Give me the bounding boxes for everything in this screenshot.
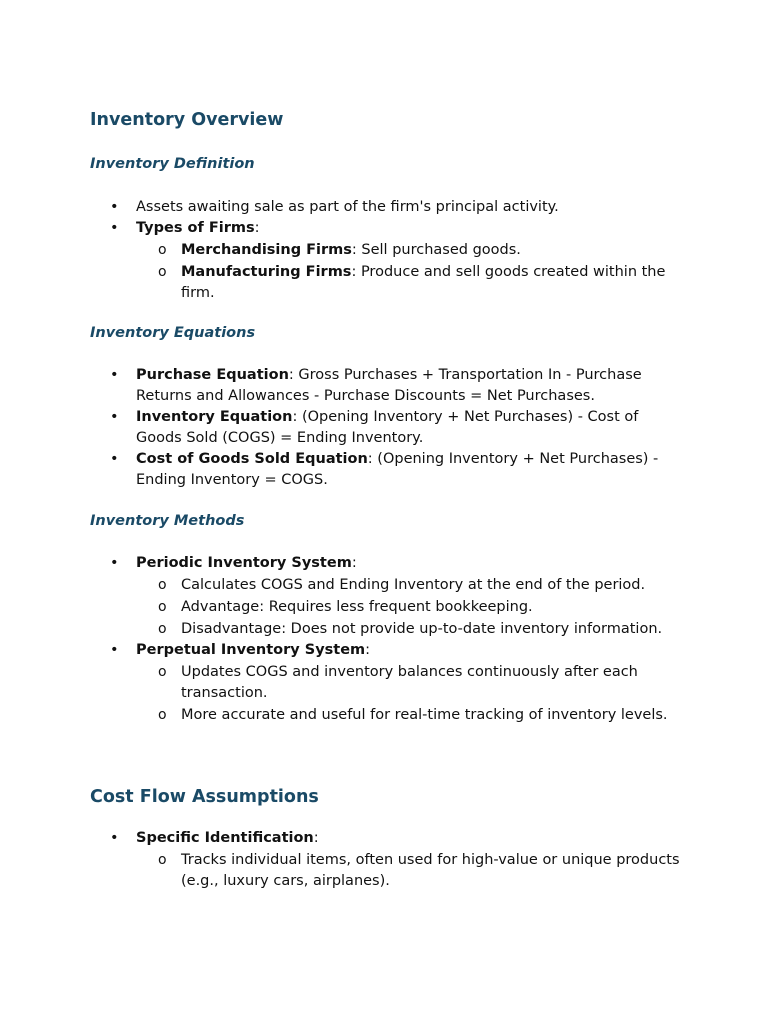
sub-list-item (90, 619, 680, 640)
list-item-term: Inventory Equation (136, 409, 293, 425)
list-item-term: Types of Firms (136, 220, 255, 236)
sub-item-text: More accurate and useful for real-time tracking of inventory levels. (181, 707, 668, 723)
sub-list-item (90, 705, 680, 726)
sub-bullet-glyph: o (158, 599, 167, 615)
sub-list-item (90, 662, 680, 704)
list-item-text: : (365, 642, 371, 658)
sub-bullet-glyph: o (158, 577, 167, 593)
sub-list-item (90, 575, 680, 596)
list-item (90, 197, 680, 218)
sub-list-item (90, 597, 680, 618)
sub-bullet-glyph: o (158, 707, 167, 723)
bullet-glyph: • (110, 367, 119, 383)
list-item-term: Periodic Inventory System (136, 555, 352, 571)
heading-inventory-definition: Inventory Definition (90, 156, 255, 172)
definition-list (90, 197, 680, 304)
sub-bullet-glyph: o (158, 852, 167, 868)
list-item-term: Purchase Equation (136, 367, 289, 383)
equations-list (90, 365, 680, 491)
list-item (90, 640, 680, 661)
list-item (90, 218, 680, 239)
list-item-text: : (254, 220, 260, 236)
heading-inventory-overview: Inventory Overview (90, 110, 284, 130)
sub-item-text: Updates COGS and inventory balances continuously after each transaction. (181, 664, 638, 701)
sub-item-text: : Produce and sell goods created within the firm. (181, 264, 666, 301)
heading-cost-flow-assumptions: Cost Flow Assumptions (90, 787, 319, 807)
list-item (90, 365, 680, 407)
bullet-glyph: • (110, 451, 119, 467)
bullet-glyph: • (110, 830, 119, 846)
bullet-glyph: • (110, 409, 119, 425)
list-item-text: : (Opening Inventory + Net Purchases) - Ending Inventory = COGS. (136, 451, 659, 488)
bullet-glyph: • (110, 220, 119, 236)
sub-item-text: Disadvantage: Does not provide up-to-date inventory information. (181, 621, 663, 637)
list-item-text: : (351, 555, 357, 571)
list-item-text: : (313, 830, 319, 846)
methods-list (90, 553, 680, 726)
bullet-glyph: • (110, 555, 119, 571)
sub-item-text: Advantage: Requires less frequent bookkeeping. (181, 599, 533, 615)
sub-item-text: Tracks individual items, often used for high-value or unique products (e.g., luxury cars, airplanes). (181, 852, 680, 889)
list-item-text: : (Opening Inventory + Net Purchases) - Cost of Goods Sold (COGS) = Ending Inventory. (136, 409, 639, 446)
list-item (90, 553, 680, 574)
list-item (90, 449, 680, 491)
sub-bullet-glyph: o (158, 664, 167, 680)
sub-list-item (90, 262, 680, 304)
cost-flow-list (90, 828, 680, 892)
sub-item-text: Calculates COGS and Ending Inventory at the end of the period. (181, 577, 646, 593)
sub-bullet-glyph: o (158, 621, 167, 637)
sub-list-item (90, 850, 680, 892)
list-item-text: : Gross Purchases + Transportation In - Purchase Returns and Allowances - Purchase Discounts = Net Purchases. (136, 367, 642, 404)
sub-item-text: : Sell purchased goods. (351, 242, 521, 258)
list-item-text: Assets awaiting sale as part of the firm's principal activity. (136, 199, 559, 215)
heading-inventory-equations: Inventory Equations (90, 325, 256, 341)
list-item-term: Specific Identification (136, 830, 314, 846)
list-item (90, 407, 680, 449)
sub-item-term: Manufacturing Firms (181, 264, 352, 280)
list-item (90, 828, 680, 849)
bullet-glyph: • (110, 642, 119, 658)
heading-inventory-methods: Inventory Methods (90, 513, 245, 529)
bullet-glyph: • (110, 199, 119, 215)
sub-bullet-glyph: o (158, 242, 167, 258)
sub-item-term: Merchandising Firms (181, 242, 352, 258)
list-item-term: Perpetual Inventory System (136, 642, 366, 658)
sub-bullet-glyph: o (158, 264, 167, 280)
list-item-term: Cost of Goods Sold Equation (136, 451, 368, 467)
sub-list-item (90, 240, 680, 261)
